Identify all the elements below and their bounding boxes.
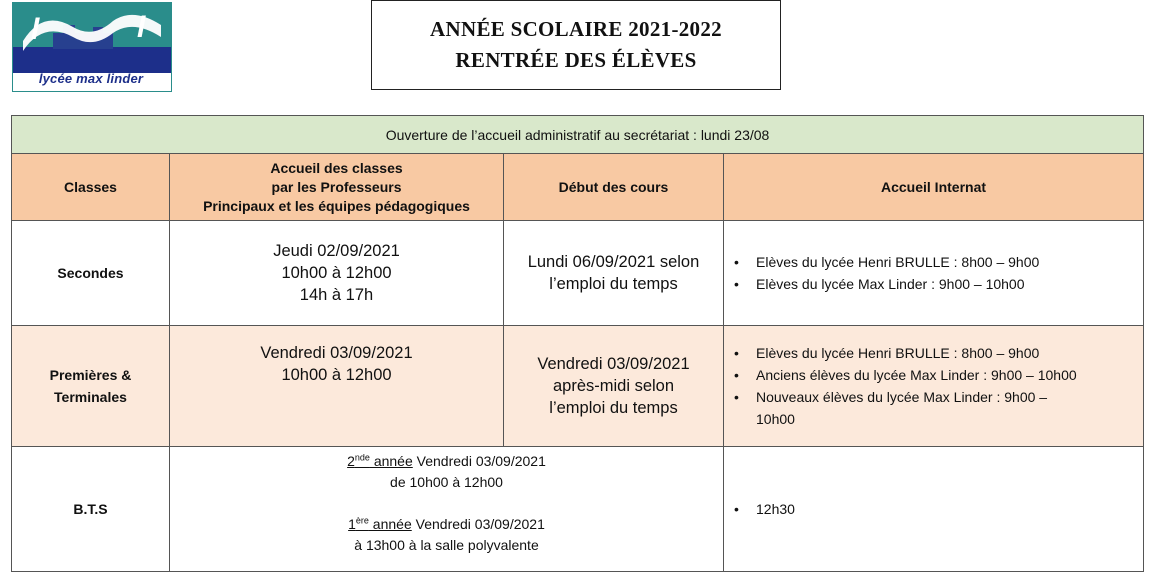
- title-subject: RENTRÉE DES ÉLÈVES: [455, 48, 697, 72]
- list-item-line: Nouveaux élèves du lycée Max Linder : 9h00 –: [756, 389, 1048, 405]
- cell-line: Vendredi 03/09/2021: [537, 355, 690, 373]
- table-row: [12, 221, 1144, 326]
- debut-cell: [504, 221, 724, 326]
- cell-line: Jeudi 02/09/2021: [273, 242, 400, 260]
- cell-line: l’emploi du temps: [549, 399, 678, 417]
- class-name-line: Premières &: [49, 367, 132, 383]
- header-row: [12, 154, 1144, 221]
- cell-line: 10h00 à 12h00: [281, 264, 392, 282]
- cell-line: l’emploi du temps: [549, 275, 678, 293]
- internat-list: [730, 251, 1137, 295]
- internat-cell: [724, 447, 1144, 572]
- header-accueil-line: Accueil des classes: [270, 159, 403, 176]
- header-accueil: [170, 154, 504, 221]
- list-item: • Anciens élèves du lycée Max Linder : 9h00 – 10h00: [756, 364, 1137, 386]
- header-accueil-line: Principaux et les équipes pédagogiques: [203, 197, 470, 214]
- bts-first-year-label: [348, 516, 412, 532]
- list-item: • 12h30: [756, 498, 1137, 520]
- list-item: • Elèves du lycée Henri BRULLE : 8h00 – 9h00: [756, 342, 1137, 364]
- cell-line: Lundi 06/09/2021 selon: [527, 253, 700, 271]
- internat-cell: [724, 221, 1144, 326]
- bts-second-year-label: [347, 453, 413, 469]
- schedule-table: [11, 115, 1144, 572]
- cell-line: 14h à 17h: [299, 286, 374, 304]
- list-item: • Elèves du lycée Max Linder : 9h00 – 10h00: [756, 273, 1137, 295]
- header-classes: Classes: [12, 154, 170, 221]
- school-logo: [12, 2, 172, 92]
- debut-cell: [504, 326, 724, 447]
- accueil-cell: [170, 221, 504, 326]
- year-suffix: ère: [355, 515, 369, 526]
- class-name: [12, 326, 170, 447]
- cell-line: 10h00 à 12h00: [281, 366, 392, 384]
- list-item: • Elèves du lycée Henri BRULLE : 8h00 – 9h00: [756, 251, 1137, 273]
- svg-text:l: l: [31, 13, 40, 46]
- internat-cell: [724, 326, 1144, 447]
- class-name: B.T.S: [12, 447, 170, 572]
- title-year: ANNÉE SCOLAIRE 2021-2022: [430, 17, 722, 41]
- admin-opening-banner: Ouverture de l’accueil administratif au secrétariat : lundi 23/08: [12, 116, 1144, 154]
- cell-line: après-midi selon: [552, 377, 675, 395]
- bts-second-year-date: Vendredi 03/09/2021: [412, 453, 546, 469]
- year-number: 2: [347, 453, 355, 469]
- header-debut: Début des cours: [504, 154, 724, 221]
- class-name: Secondes: [12, 221, 170, 326]
- year-number: 1: [348, 516, 356, 532]
- internat-list: [730, 498, 1137, 520]
- banner-row: [12, 116, 1144, 154]
- internat-list: [730, 342, 1137, 430]
- class-name-line: Terminales: [54, 389, 127, 405]
- bts-first-year-line: [176, 514, 717, 535]
- logo-graphic: [13, 3, 171, 73]
- svg-text:l: l: [137, 11, 146, 44]
- accueil-cell: [170, 326, 504, 447]
- bts-first-year-date: Vendredi 03/09/2021: [411, 516, 545, 532]
- header-internat: Accueil Internat: [724, 154, 1144, 221]
- list-item-line: 10h00: [756, 411, 795, 427]
- bts-first-year-time: à 13h00 à la salle polyvalente: [354, 537, 539, 553]
- year-word: année: [369, 453, 413, 469]
- year-suffix: nde: [354, 452, 370, 463]
- title-box: [371, 0, 781, 90]
- table-row: [12, 326, 1144, 447]
- logo-text: lycée max linder: [38, 71, 144, 86]
- header-accueil-line: par les Professeurs: [271, 178, 402, 195]
- bts-second-year-time: de 10h00 à 12h00: [390, 474, 503, 490]
- bts-accueil-cell: [170, 447, 724, 572]
- year-word: année: [368, 516, 412, 532]
- table-row: [12, 447, 1144, 572]
- list-item: [756, 386, 1137, 430]
- cell-line: Vendredi 03/09/2021: [260, 344, 413, 362]
- bts-second-year-line: [176, 451, 717, 472]
